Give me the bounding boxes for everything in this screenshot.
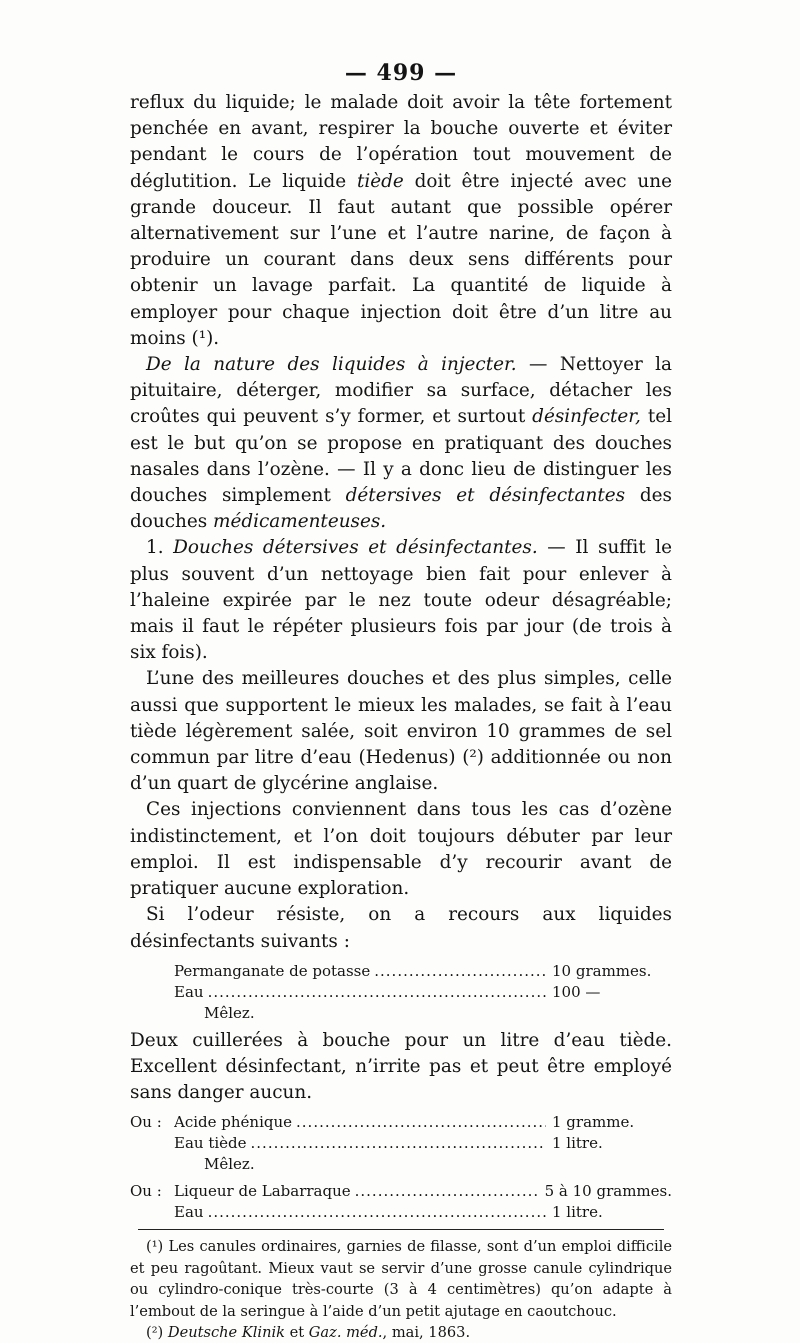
paragraph-2 bbox=[130, 352, 672, 535]
paragraph-2-italic-b: désinfecter, bbox=[532, 406, 641, 428]
recipe-instruction: Mêlez. bbox=[204, 1003, 255, 1022]
paragraph-2-text-a: — Nettoyer la pituitaire, déterger, modifier sa surface, détacher les croûtes qui peuvent s’y former, et surtout bbox=[130, 354, 673, 428]
paragraph-1-rest: doit être injecté avec une grande douceur. Il faut autant que possible opérer alternativement sur l’une et l’autre narine, de façon à produire un courant dans deux sens différents pour obtenir un lavage parfait. La quantité de liquide à employer pour chaque injection doit être d’un litre au moins (¹). bbox=[130, 170, 672, 349]
recipe-row bbox=[130, 1181, 672, 1202]
footnote-2-journal-a: Deutsche Klinik bbox=[167, 1323, 285, 1341]
paragraph-1 bbox=[130, 90, 672, 352]
footnote-1: (¹) Les canules ordinaires, garnies de filasse, sont d’un emploi difficile et peu ragoûtant. Mieux vaut se servir d’une grosse canule cylindrique ou cylindro-conique très-courte (3 à 4 centimètres) qu’on adapte à l’embout de la seringue à l’aide d’un petit ajutage en caoutchouc. bbox=[130, 1238, 672, 1320]
paragraph-2-text-b: tel est le but qu’on se propose en pratiquant des douches nasales dans l’ozène. — Il y a donc lieu de distinguer les douches simplement bbox=[130, 406, 672, 507]
ingredient-name: Acide phénique bbox=[174, 1113, 293, 1132]
page-number: — 499 — bbox=[344, 60, 458, 86]
footnote-2-date: , mai, 1863. bbox=[382, 1323, 471, 1341]
footnote-2 bbox=[130, 1322, 672, 1343]
recipe-permanganate bbox=[130, 961, 672, 1024]
ingredient-name: Eau bbox=[174, 1203, 204, 1222]
footnote-2-journal-b: Gaz. méd. bbox=[308, 1323, 383, 1341]
footnote-2-conjunction: et bbox=[284, 1323, 309, 1341]
alternative-label: Ou : bbox=[130, 1182, 162, 1201]
paragraph-3 bbox=[130, 535, 672, 666]
ingredient-name: Liqueur de Labarraque bbox=[174, 1182, 351, 1201]
recipe-labarraque bbox=[130, 1181, 672, 1223]
alternative-label: Ou : bbox=[130, 1113, 162, 1132]
page-body bbox=[130, 58, 672, 1343]
section-heading-liquids: De la nature des liquides à injecter. bbox=[146, 354, 517, 376]
recipe-row bbox=[130, 982, 672, 1003]
ingredient-quantity: 1 litre. bbox=[546, 1202, 672, 1223]
footnote-divider bbox=[138, 1229, 664, 1230]
paragraph-2-italic-d: médicamenteuses. bbox=[213, 511, 387, 533]
paragraph-7: Deux cuillerées à bouche pour un litre d’eau tiède. Excellent désinfectant, n’irrite pas et peut être employé sans danger aucun. bbox=[130, 1029, 672, 1104]
ingredient-quantity: 1 litre. bbox=[546, 1133, 672, 1154]
ingredient-name: Eau tiède bbox=[174, 1134, 247, 1153]
paragraph-1-text: reflux du liquide; le malade doit avoir la tête fortement penchée en avant, respirer la bouche ouverte et éviter pendant le cours de l’opération tout mouvement de déglutition. Le liquide bbox=[130, 92, 672, 192]
paragraph-3-number: 1. bbox=[146, 537, 174, 559]
paragraph-6: Si l’odeur résiste, on a recours aux liquides désinfectants suivants : bbox=[130, 904, 672, 952]
paragraph-3-text: — Il suffit le plus souvent d’un nettoyage bien fait pour enlever à l’haleine expirée par le nez toute odeur désagréable; mais il faut le répéter plusieurs fois par jour (de trois à six fois). bbox=[130, 537, 672, 664]
footnote-2-number: (²) bbox=[146, 1323, 168, 1341]
ingredient-quantity: 1 gramme. bbox=[546, 1112, 672, 1133]
recipe-row bbox=[130, 1112, 672, 1133]
ingredient-name: Permanganate de potasse bbox=[174, 961, 371, 980]
paragraph-4: L’une des meilleures douches et des plus simples, celle aussi que supportent le mieux les malades, se fait à l’eau tiède légèrement salée, soit environ 10 grammes de sel commun par litre d’eau (Hedenus) (²) additionnée ou non d’un quart de glycérine anglaise. bbox=[130, 668, 672, 795]
ingredient-name: Eau bbox=[174, 982, 204, 1001]
section-heading-douches: Douches détersives et désinfectantes. bbox=[173, 537, 538, 559]
recipe-row bbox=[130, 961, 672, 982]
paragraph-5: Ces injections conviennent dans tous les cas d’ozène indistinctement, et l’on doit toujours débuter par leur emploi. Il est indispensable d’y recourir avant de pratiquer aucune exploration. bbox=[130, 799, 672, 900]
ingredient-quantity: 100 — bbox=[546, 982, 672, 1003]
recipe-phenic-acid bbox=[130, 1112, 672, 1175]
ingredient-quantity: 10 grammes. bbox=[546, 961, 672, 982]
recipe-instruction: Mêlez. bbox=[204, 1155, 255, 1174]
recipe-row bbox=[130, 1202, 672, 1223]
paragraph-2-text-c: des douches bbox=[130, 485, 672, 533]
recipe-row bbox=[130, 1133, 672, 1154]
paragraph-1-italic: tiède bbox=[356, 170, 404, 192]
ingredient-quantity: 5 à 10 grammes. bbox=[539, 1181, 672, 1202]
paragraph-2-italic-c: détersives et désinfectantes bbox=[345, 485, 626, 507]
